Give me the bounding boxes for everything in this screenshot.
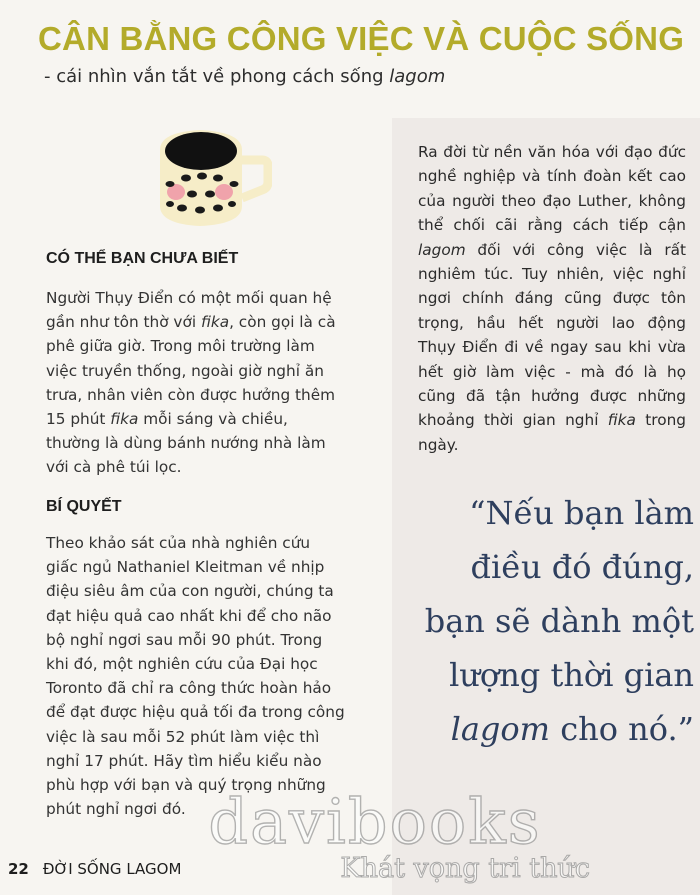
watermark-main: davibooks <box>208 785 542 858</box>
tips-text: Theo khảo sát của nhà nghiên cứu giấc ngủ Nathaniel Kleitman về nhịp điệu siêu âm của con người, chúng ta đạt hiệu quả cao nhất khi để cho não bộ nghỉ ngơi sau mỗi 90 phút. Trong khi đó, một nghiên cứu của Đại học Toronto đã chỉ ra công thức hoàn hảo để đạt được hiệu quả tối đa trong công việc là sau mỗi 52 phút làm việc thì nghỉ 17 phút. Hãy tìm hiểu kiểu nào phù hợp với bạn và quý trọng những phút nghỉ ngơi đó. <box>46 534 345 819</box>
text-emphasis: fika <box>607 411 636 430</box>
text-emphasis: lagom <box>418 240 466 259</box>
text-emphasis: fika <box>200 313 230 332</box>
quote-text: “Nếu bạn làm điều đó đúng, bạn sẽ dành một lượng thời gian <box>424 494 694 694</box>
text-run: trong ngày. <box>418 411 686 454</box>
page-title: CÂN BẰNG CÔNG VIỆC VÀ CUỘC SỐNG <box>38 20 685 57</box>
quote-text-end: cho nó.” <box>550 710 694 748</box>
did-you-know-text <box>46 286 346 480</box>
subtitle-emphasis: lagom <box>389 66 446 87</box>
text-run: , còn gọi là cà phê giữa giờ. Trong môi trường làm việc truyền thống, ngoài giờ nghỉ ăn trưa, nhân viên còn được hưởng thêm 15 phút <box>46 313 336 429</box>
watermark-sub: Khát vọng tri thức <box>340 853 590 884</box>
text-run: Ra đời từ nền văn hóa với đạo đức nghề nghiệp và tính đoàn kết cao của người theo đạo Luther, không thể chối cãi rằng cách tiếp cận <box>418 143 686 235</box>
tips-heading: BÍ QUYẾT <box>46 498 122 515</box>
text-emphasis: fika <box>110 410 139 429</box>
did-you-know-heading: CÓ THỂ BẠN CHƯA BIẾT <box>46 250 239 267</box>
footer-section: ĐỜI SỐNG LAGOM <box>42 860 182 878</box>
page-number: 22 <box>8 860 29 878</box>
page-footer <box>8 860 181 878</box>
page-subtitle <box>44 66 445 87</box>
coffee-cup-icon <box>146 120 272 230</box>
subtitle-text: - cái nhìn vắn tắt về phong cách sống <box>44 66 390 87</box>
text-run: đối với công việc là rất nghiêm túc. Tuy nhiên, việc nghỉ ngơi chính đáng cũng được tôn trọng, hầu hết người lao động Thụy Điển đi về ngay sau khi vừa hết giờ làm việc - mà đó là họ cũng đã tận hưởng được những khoảng thời gian nghỉ <box>418 240 686 430</box>
pull-quote <box>404 486 694 756</box>
quote-emphasis: lagom <box>450 710 551 748</box>
intro-text <box>418 140 686 457</box>
text-run: Người Thụy Điển có một mối quan hệ gần như tôn thờ với <box>46 289 332 332</box>
text-run: mỗi sáng và chiều, thường là dùng bánh nướng nhà làm với cà phê túi lọc. <box>46 410 326 477</box>
